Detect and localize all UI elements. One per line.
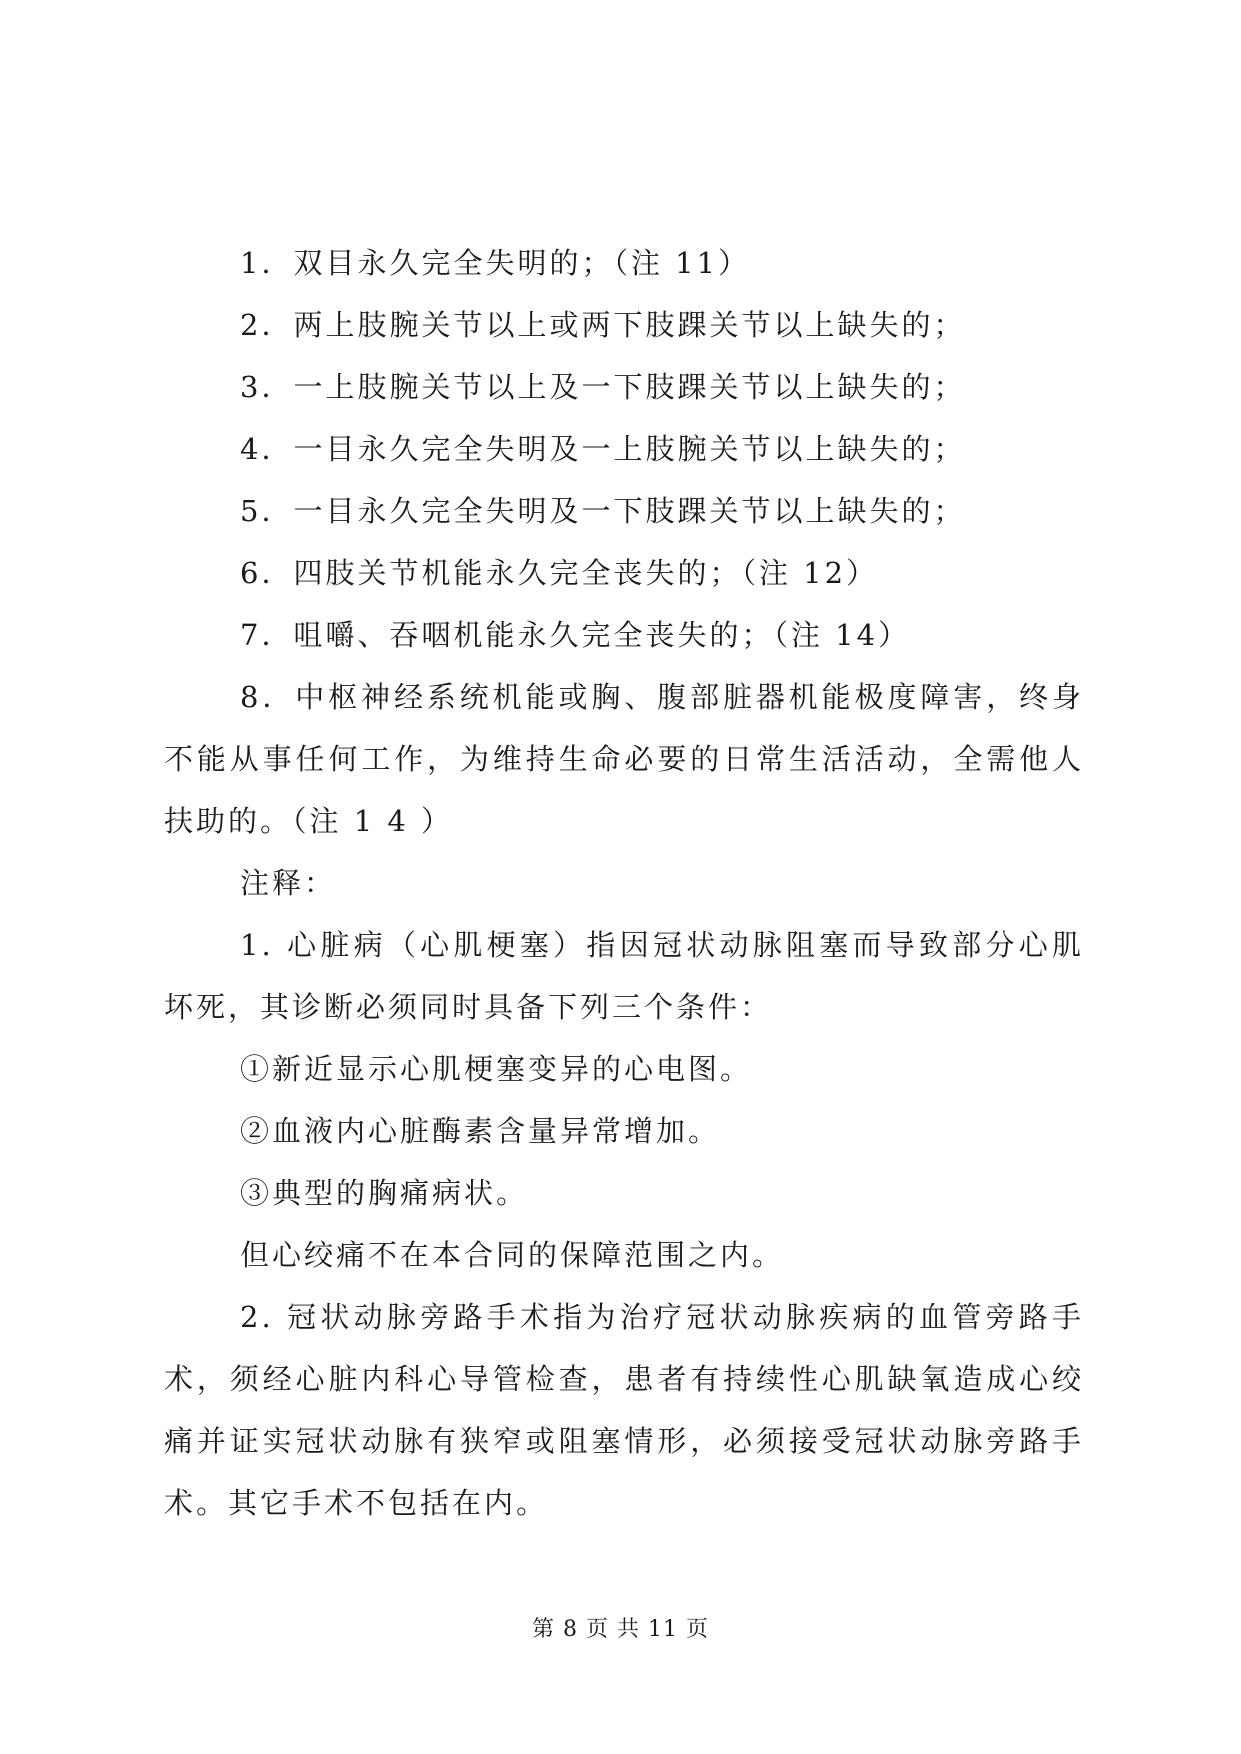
note-1: 1. 心脏病（心肌梗塞）指因冠状动脉阻塞而导致部分心肌坏死，其诊断必须同时具备下列三个条件：: [164, 928, 1084, 1024]
list-item-7: 7．咀嚼、吞咽机能永久完全丧失的；（注 14）: [240, 618, 911, 652]
note-1-exclusion: 但心绞痛不在本合同的保障范围之内。: [240, 1238, 785, 1272]
document-body: [164, 232, 1084, 1534]
list-item-3: 3．一上肢腕关节以上及一下肢踝关节以上缺失的；: [240, 370, 966, 404]
note-1-condition-1: ①新近显示心肌梗塞变异的心电图。: [240, 1052, 753, 1086]
list-item-6: 6．四肢关节机能永久完全丧失的；（注 12）: [240, 556, 879, 590]
list-item-1: 1．双目永久完全失明的；（注 11）: [240, 246, 751, 280]
page-footer: 第 8 页 共 11 页: [532, 1617, 709, 1642]
list-item-4: 4．一目永久完全失明及一上肢腕关节以上缺失的；: [240, 432, 966, 466]
note-1-condition-3: ③典型的胸痛病状。: [240, 1176, 529, 1210]
list-item-5: 5．一目永久完全失明及一下肢踝关节以上缺失的；: [240, 494, 966, 528]
list-item-2: 2．两上肢腕关节以上或两下肢踝关节以上缺失的；: [240, 308, 966, 342]
list-item-8: 8．中枢神经系统机能或胸、腹部脏器机能极度障害，终身不能从事任何工作，为维持生命必要的日常生活活动，全需他人扶助的。（注 1 4 ）: [164, 680, 1084, 838]
note-2: 2. 冠状动脉旁路手术指为治疗冠状动脉疾病的血管旁路手术，须经心脏内科心导管检查，患者有持续性心肌缺氧造成心绞痛并证实冠状动脉有狭窄或阻塞情形，必须接受冠状动脉旁路手术。其它手术不包括在内。: [164, 1300, 1084, 1520]
note-1-condition-2: ②血液内心脏酶素含量异常增加。: [240, 1114, 721, 1148]
notes-heading: 注释：: [240, 866, 337, 900]
